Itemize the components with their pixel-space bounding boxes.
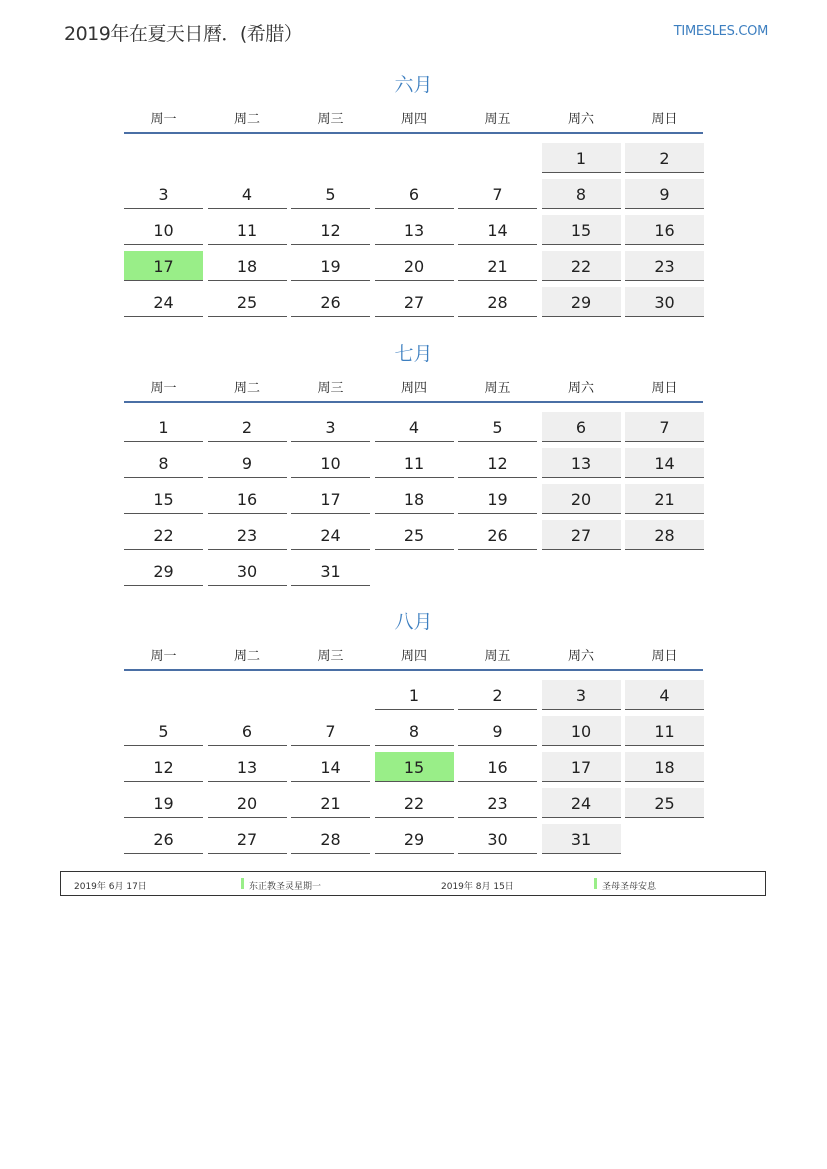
- day-cell: 11: [625, 716, 704, 746]
- weekday-label: 周三: [317, 112, 344, 127]
- day-cell: 20: [375, 251, 454, 281]
- day-cell: 10: [291, 448, 370, 478]
- day-cell: 9: [458, 716, 537, 746]
- day-cell: 4: [625, 680, 704, 710]
- day-cell: 24: [291, 520, 370, 550]
- day-cell: 6: [375, 179, 454, 209]
- day-cell: 16: [625, 215, 704, 245]
- weekday-label: 周四: [400, 112, 427, 127]
- day-cell: 31: [291, 556, 370, 586]
- day-cell: 11: [375, 448, 454, 478]
- day-cell: 25: [625, 788, 704, 818]
- weekday-label: 周四: [400, 381, 427, 396]
- day-cell: 6: [208, 716, 287, 746]
- day-cell: 12: [124, 752, 203, 782]
- legend-holiday-1: 东正教圣灵星期一: [249, 882, 322, 892]
- day-cell: 8: [542, 179, 621, 209]
- weekday-label: 周二: [233, 112, 260, 127]
- header-rule: [124, 669, 703, 671]
- day-cell: 19: [291, 251, 370, 281]
- day-cell: 29: [124, 556, 203, 586]
- day-cell: 18: [375, 484, 454, 514]
- weekday-label: 周日: [651, 649, 678, 664]
- day-cell: 25: [208, 287, 287, 317]
- weekday-label: 周一: [150, 112, 177, 127]
- site-link[interactable]: TIMESLES.COM: [673, 24, 768, 39]
- day-cell: 8: [124, 448, 203, 478]
- weekday-label: 周五: [484, 381, 511, 396]
- day-cell: 8: [375, 716, 454, 746]
- day-cell: 27: [208, 824, 287, 854]
- day-cell: 9: [208, 448, 287, 478]
- legend-marker-1: [241, 878, 244, 889]
- day-cell: 4: [208, 179, 287, 209]
- day-cell: 26: [458, 520, 537, 550]
- weekday-label: 周五: [484, 112, 511, 127]
- weekday-label: 周四: [400, 649, 427, 664]
- day-cell: 15: [124, 484, 203, 514]
- day-cell: 13: [542, 448, 621, 478]
- day-cell: 12: [458, 448, 537, 478]
- day-cell: 9: [625, 179, 704, 209]
- legend-date-1: 2019年 6月 17日: [74, 882, 147, 892]
- day-cell: 5: [124, 716, 203, 746]
- day-cell: 21: [291, 788, 370, 818]
- day-cell: 11: [208, 215, 287, 245]
- day-cell: 7: [291, 716, 370, 746]
- day-cell: 30: [625, 287, 704, 317]
- weekday-label: 周二: [233, 649, 260, 664]
- day-cell: 5: [458, 412, 537, 442]
- month-title: 六月: [394, 74, 433, 96]
- holiday-legend: [60, 871, 766, 896]
- day-cell: 22: [124, 520, 203, 550]
- holiday-day-cell: 15: [375, 752, 454, 782]
- month-title: 八月: [394, 611, 433, 633]
- day-cell: 22: [375, 788, 454, 818]
- day-cell: 27: [375, 287, 454, 317]
- weekday-label: 周六: [567, 649, 594, 664]
- day-cell: 1: [542, 143, 621, 173]
- day-cell: 20: [542, 484, 621, 514]
- day-cell: 31: [542, 824, 621, 854]
- day-cell: 26: [124, 824, 203, 854]
- day-cell: 24: [124, 287, 203, 317]
- day-cell: 1: [124, 412, 203, 442]
- day-cell: 28: [458, 287, 537, 317]
- day-cell: 29: [375, 824, 454, 854]
- weekday-header: [124, 108, 703, 128]
- weekday-label: 周一: [150, 381, 177, 396]
- day-cell: 17: [291, 484, 370, 514]
- weekday-label: 周日: [651, 381, 678, 396]
- weekday-label: 周六: [567, 381, 594, 396]
- day-cell: 23: [208, 520, 287, 550]
- day-cell: 5: [291, 179, 370, 209]
- day-cell: 21: [625, 484, 704, 514]
- day-cell: 28: [291, 824, 370, 854]
- day-cell: 28: [625, 520, 704, 550]
- day-cell: 23: [458, 788, 537, 818]
- day-cell: 23: [625, 251, 704, 281]
- day-cell: 18: [625, 752, 704, 782]
- day-cell: 14: [291, 752, 370, 782]
- weekday-label: 周三: [317, 649, 344, 664]
- day-cell: 7: [625, 412, 704, 442]
- legend-marker-2: [594, 878, 597, 889]
- day-cell: 26: [291, 287, 370, 317]
- weekday-label: 周五: [484, 649, 511, 664]
- day-cell: 20: [208, 788, 287, 818]
- day-cell: 7: [458, 179, 537, 209]
- legend-date-2: 2019年 8月 15日: [441, 882, 514, 892]
- day-cell: 22: [542, 251, 621, 281]
- day-cell: 27: [542, 520, 621, 550]
- day-cell: 2: [625, 143, 704, 173]
- weekday-label: 周二: [233, 381, 260, 396]
- day-cell: 1: [375, 680, 454, 710]
- day-cell: 2: [208, 412, 287, 442]
- day-cell: 21: [458, 251, 537, 281]
- day-cell: 30: [208, 556, 287, 586]
- day-cell: 14: [625, 448, 704, 478]
- day-cell: 3: [124, 179, 203, 209]
- legend-holiday-2: 圣母圣母安息: [602, 882, 657, 892]
- day-cell: 6: [542, 412, 621, 442]
- day-cell: 30: [458, 824, 537, 854]
- weekday-header: [124, 377, 703, 397]
- weekday-label: 周日: [651, 112, 678, 127]
- day-cell: 3: [291, 412, 370, 442]
- day-cell: 14: [458, 215, 537, 245]
- day-cell: 16: [458, 752, 537, 782]
- day-cell: 25: [375, 520, 454, 550]
- day-cell: 4: [375, 412, 454, 442]
- weekday-label: 周三: [317, 381, 344, 396]
- day-cell: 10: [124, 215, 203, 245]
- weekday-header: [124, 645, 703, 665]
- day-cell: 17: [542, 752, 621, 782]
- day-cell: 19: [458, 484, 537, 514]
- weekday-label: 周六: [567, 112, 594, 127]
- day-cell: 12: [291, 215, 370, 245]
- day-cell: 16: [208, 484, 287, 514]
- holiday-day-cell: 17: [124, 251, 203, 281]
- day-cell: 10: [542, 716, 621, 746]
- day-cell: 13: [375, 215, 454, 245]
- day-cell: 18: [208, 251, 287, 281]
- page-title: 2019年在夏天日曆．(希腊）: [64, 23, 303, 45]
- day-cell: 29: [542, 287, 621, 317]
- day-cell: 3: [542, 680, 621, 710]
- day-cell: 19: [124, 788, 203, 818]
- header-rule: [124, 132, 703, 134]
- day-cell: 13: [208, 752, 287, 782]
- month-title: 七月: [394, 343, 433, 365]
- day-cell: 24: [542, 788, 621, 818]
- day-cell: 15: [542, 215, 621, 245]
- day-cell: 2: [458, 680, 537, 710]
- header-rule: [124, 401, 703, 403]
- weekday-label: 周一: [150, 649, 177, 664]
